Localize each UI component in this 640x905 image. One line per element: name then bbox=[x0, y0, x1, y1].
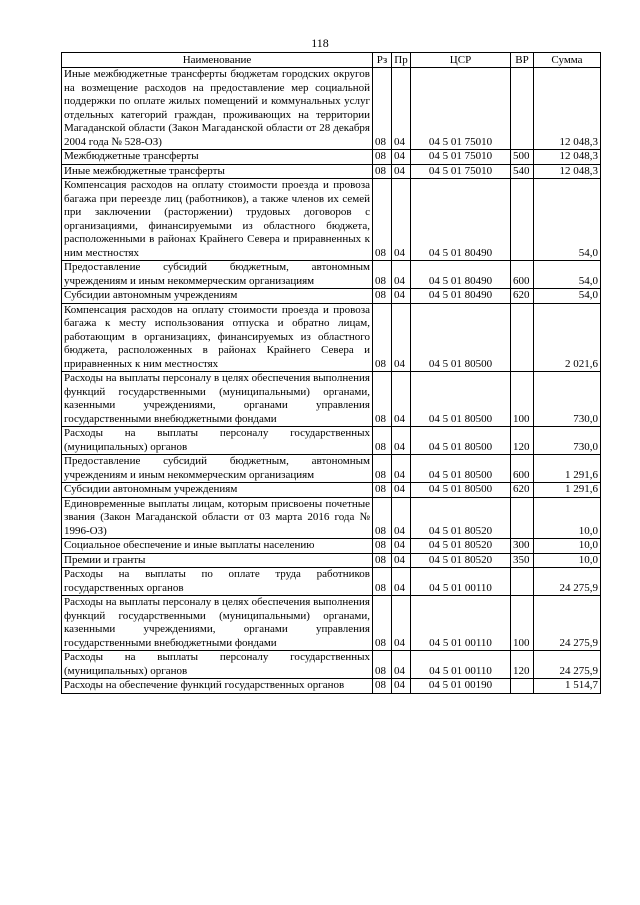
cell-vr: 540 bbox=[511, 164, 534, 179]
cell-vr: 100 bbox=[511, 372, 534, 427]
cell-csr: 04 5 01 00110 bbox=[411, 596, 511, 651]
cell-csr: 04 5 01 80520 bbox=[411, 539, 511, 554]
cell-vr: 620 bbox=[511, 483, 534, 498]
cell-rz: 08 bbox=[373, 289, 392, 304]
cell-sum: 24 275,9 bbox=[534, 596, 601, 651]
cell-pr: 04 bbox=[392, 68, 411, 150]
cell-rz: 08 bbox=[373, 651, 392, 679]
budget-table bbox=[61, 52, 601, 694]
cell-name: Межбюджетные трансферты bbox=[62, 150, 373, 165]
cell-sum: 24 275,9 bbox=[534, 651, 601, 679]
cell-vr: 120 bbox=[511, 427, 534, 455]
cell-csr: 04 5 01 80500 bbox=[411, 372, 511, 427]
header-vr: ВР bbox=[511, 53, 534, 68]
cell-sum: 24 275,9 bbox=[534, 568, 601, 596]
cell-pr: 04 bbox=[392, 372, 411, 427]
cell-name: Расходы на выплаты персоналу в целях обеспечения выполнения функций государственными (муниципальными) органами, казенными учреждениями, органами управления государственными внебюджетными фондами bbox=[62, 596, 373, 651]
table-row bbox=[62, 568, 601, 596]
header-rz: Рз bbox=[373, 53, 392, 68]
cell-sum: 10,0 bbox=[534, 539, 601, 554]
cell-pr: 04 bbox=[392, 679, 411, 694]
cell-pr: 04 bbox=[392, 164, 411, 179]
cell-csr: 04 5 01 80500 bbox=[411, 483, 511, 498]
cell-name: Расходы на выплаты персоналу государственных (муниципальных) органов bbox=[62, 651, 373, 679]
cell-sum: 54,0 bbox=[534, 289, 601, 304]
cell-pr: 04 bbox=[392, 497, 411, 539]
cell-rz: 08 bbox=[373, 261, 392, 289]
cell-sum: 10,0 bbox=[534, 497, 601, 539]
cell-vr: 600 bbox=[511, 455, 534, 483]
cell-csr: 04 5 01 80500 bbox=[411, 427, 511, 455]
cell-name: Компенсация расходов на оплату стоимости проезда и провоза багажа к месту использования отпуска и обратно лицам, работающим в организациях, финансируемых из областного бюджета, расположенных в районах Крайнего Севера и приравненных к ним местностях bbox=[62, 303, 373, 372]
header-csr: ЦСР bbox=[411, 53, 511, 68]
table-row bbox=[62, 455, 601, 483]
cell-vr bbox=[511, 179, 534, 261]
cell-vr: 100 bbox=[511, 596, 534, 651]
cell-name: Единовременные выплаты лицам, которым присвоены почетные звания (Закон Магаданской области от 03 марта 2016 года № 1996-ОЗ) bbox=[62, 497, 373, 539]
table-row bbox=[62, 179, 601, 261]
cell-rz: 08 bbox=[373, 372, 392, 427]
table-row bbox=[62, 651, 601, 679]
cell-pr: 04 bbox=[392, 651, 411, 679]
cell-name: Иные межбюджетные трансферты bbox=[62, 164, 373, 179]
cell-rz: 08 bbox=[373, 679, 392, 694]
cell-sum: 54,0 bbox=[534, 179, 601, 261]
cell-name: Предоставление субсидий бюджетным, автономным учреждениям и иным некоммерческим организациям bbox=[62, 455, 373, 483]
cell-rz: 08 bbox=[373, 164, 392, 179]
table-row bbox=[62, 289, 601, 304]
cell-sum: 12 048,3 bbox=[534, 164, 601, 179]
cell-name: Премии и гранты bbox=[62, 553, 373, 568]
header-pr: Пр bbox=[392, 53, 411, 68]
cell-vr: 300 bbox=[511, 539, 534, 554]
cell-csr: 04 5 01 80490 bbox=[411, 179, 511, 261]
cell-name: Расходы на выплаты персоналу в целях обеспечения выполнения функций государственными (муниципальными) органами, казенными учреждениями, органами управления государственными внебюджетными фондами bbox=[62, 372, 373, 427]
cell-pr: 04 bbox=[392, 303, 411, 372]
cell-rz: 08 bbox=[373, 497, 392, 539]
cell-pr: 04 bbox=[392, 150, 411, 165]
cell-rz: 08 bbox=[373, 68, 392, 150]
cell-pr: 04 bbox=[392, 261, 411, 289]
table-row bbox=[62, 261, 601, 289]
cell-vr bbox=[511, 303, 534, 372]
cell-vr: 120 bbox=[511, 651, 534, 679]
cell-sum: 2 021,6 bbox=[534, 303, 601, 372]
header-name: Наименование bbox=[62, 53, 373, 68]
cell-vr bbox=[511, 497, 534, 539]
cell-sum: 10,0 bbox=[534, 553, 601, 568]
cell-vr bbox=[511, 68, 534, 150]
table-row bbox=[62, 596, 601, 651]
table-row bbox=[62, 427, 601, 455]
cell-pr: 04 bbox=[392, 553, 411, 568]
table-row bbox=[62, 68, 601, 150]
cell-csr: 04 5 01 00110 bbox=[411, 651, 511, 679]
cell-name: Компенсация расходов на оплату стоимости проезда и провоза багажа при переезде лиц (работников), а также членов их семей при заключении (расторжении) трудовых договоров с организациями, финансируемыми из областного бюджета, расположенными в районах Крайнего Севера и приравненных к ним местностях bbox=[62, 179, 373, 261]
cell-sum: 1 291,6 bbox=[534, 455, 601, 483]
cell-pr: 04 bbox=[392, 539, 411, 554]
cell-name: Социальное обеспечение и иные выплаты населению bbox=[62, 539, 373, 554]
cell-rz: 08 bbox=[373, 150, 392, 165]
cell-csr: 04 5 01 80500 bbox=[411, 455, 511, 483]
cell-csr: 04 5 01 80520 bbox=[411, 553, 511, 568]
cell-pr: 04 bbox=[392, 483, 411, 498]
cell-csr: 04 5 01 80490 bbox=[411, 261, 511, 289]
cell-csr: 04 5 01 75010 bbox=[411, 164, 511, 179]
cell-rz: 08 bbox=[373, 539, 392, 554]
table-row bbox=[62, 553, 601, 568]
cell-name: Расходы на выплаты персоналу государственных (муниципальных) органов bbox=[62, 427, 373, 455]
header-sum: Сумма bbox=[534, 53, 601, 68]
cell-rz: 08 bbox=[373, 303, 392, 372]
cell-vr: 350 bbox=[511, 553, 534, 568]
cell-vr: 600 bbox=[511, 261, 534, 289]
table-row bbox=[62, 150, 601, 165]
cell-pr: 04 bbox=[392, 568, 411, 596]
table-row bbox=[62, 483, 601, 498]
cell-pr: 04 bbox=[392, 596, 411, 651]
table-row bbox=[62, 372, 601, 427]
cell-pr: 04 bbox=[392, 289, 411, 304]
cell-csr: 04 5 01 80490 bbox=[411, 289, 511, 304]
cell-csr: 04 5 01 75010 bbox=[411, 150, 511, 165]
cell-name: Иные межбюджетные трансферты бюджетам городских округов на возмещение расходов на предоставление мер социальной поддержки по оплате жилых помещений и коммунальных услуг отдельных категорий граждан, проживающих на территории Магаданской области (Закон Магаданской области от 28 декабря 2004 года № 528-ОЗ) bbox=[62, 68, 373, 150]
cell-rz: 08 bbox=[373, 568, 392, 596]
cell-csr: 04 5 01 80500 bbox=[411, 303, 511, 372]
table-row bbox=[62, 539, 601, 554]
cell-sum: 730,0 bbox=[534, 427, 601, 455]
cell-name: Расходы на обеспечение функций государственных органов bbox=[62, 679, 373, 694]
cell-csr: 04 5 01 75010 bbox=[411, 68, 511, 150]
cell-sum: 730,0 bbox=[534, 372, 601, 427]
cell-csr: 04 5 01 00110 bbox=[411, 568, 511, 596]
cell-name: Субсидии автономным учреждениям bbox=[62, 483, 373, 498]
table-row bbox=[62, 303, 601, 372]
cell-vr: 500 bbox=[511, 150, 534, 165]
cell-csr: 04 5 01 00190 bbox=[411, 679, 511, 694]
page-number: 118 bbox=[311, 36, 329, 50]
cell-pr: 04 bbox=[392, 179, 411, 261]
cell-sum: 54,0 bbox=[534, 261, 601, 289]
table-row bbox=[62, 164, 601, 179]
cell-sum: 1 291,6 bbox=[534, 483, 601, 498]
cell-name: Расходы на выплаты по оплате труда работников государственных органов bbox=[62, 568, 373, 596]
cell-rz: 08 bbox=[373, 553, 392, 568]
cell-sum: 12 048,3 bbox=[534, 68, 601, 150]
table-header-row bbox=[62, 53, 601, 68]
cell-sum: 12 048,3 bbox=[534, 150, 601, 165]
cell-pr: 04 bbox=[392, 455, 411, 483]
cell-rz: 08 bbox=[373, 483, 392, 498]
cell-rz: 08 bbox=[373, 596, 392, 651]
cell-rz: 08 bbox=[373, 455, 392, 483]
cell-csr: 04 5 01 80520 bbox=[411, 497, 511, 539]
cell-name: Субсидии автономным учреждениям bbox=[62, 289, 373, 304]
table-row bbox=[62, 497, 601, 539]
cell-rz: 08 bbox=[373, 179, 392, 261]
cell-name: Предоставление субсидий бюджетным, автономным учреждениям и иным некоммерческим организациям bbox=[62, 261, 373, 289]
cell-vr bbox=[511, 679, 534, 694]
cell-pr: 04 bbox=[392, 427, 411, 455]
cell-vr: 620 bbox=[511, 289, 534, 304]
cell-sum: 1 514,7 bbox=[534, 679, 601, 694]
table-row bbox=[62, 679, 601, 694]
cell-rz: 08 bbox=[373, 427, 392, 455]
cell-vr bbox=[511, 568, 534, 596]
